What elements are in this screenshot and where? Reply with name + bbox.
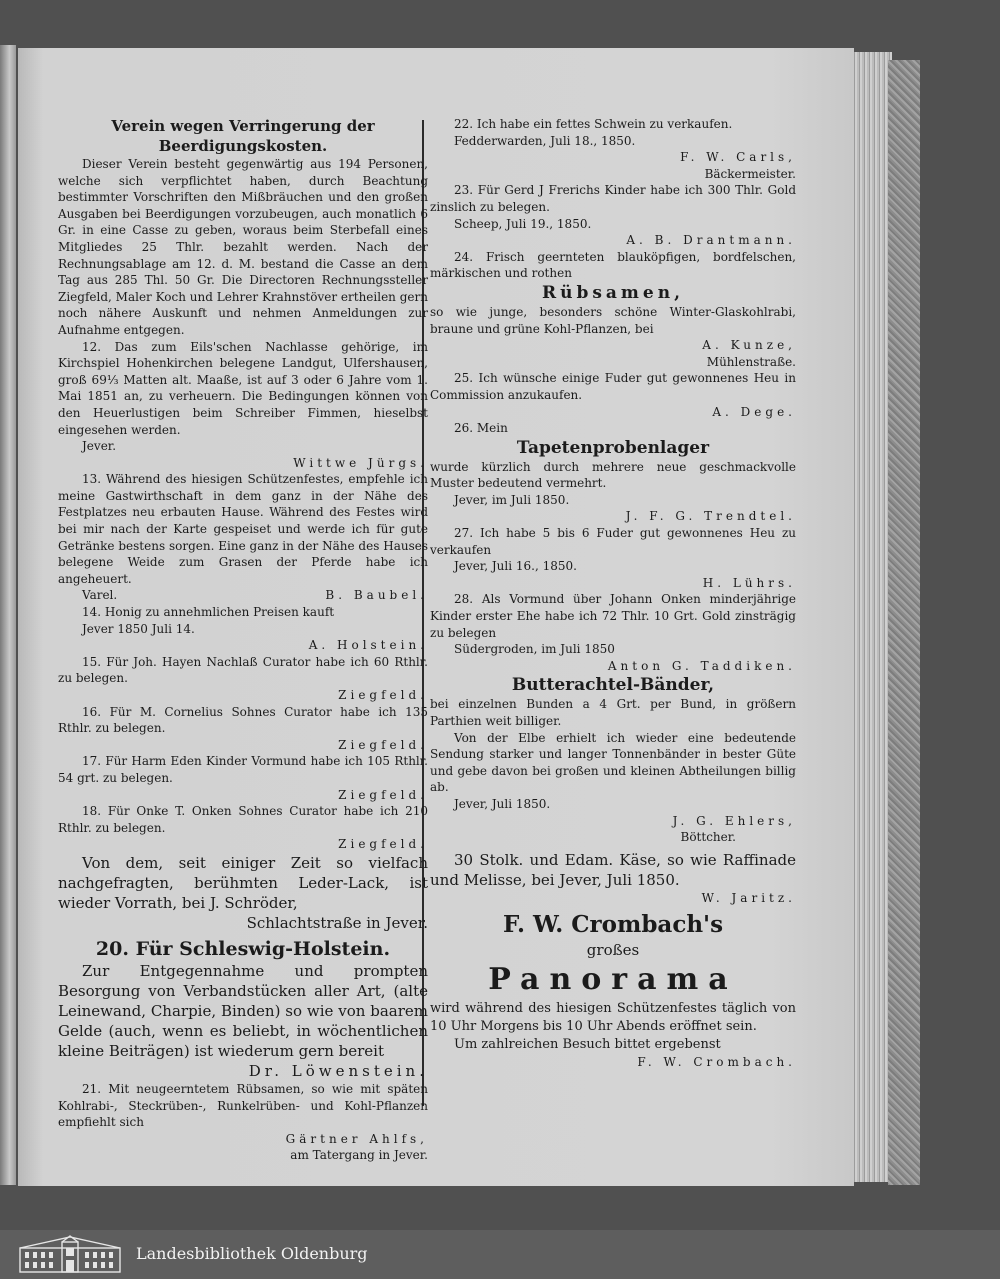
ad-31-signature: F. W. Crombach. [637,1055,796,1070]
ad-31-text-2: Um zahlreichen Besuch bittet ergebenst [454,1037,721,1053]
ad-18-text: 18. Für Onke T. Onken Sohnes Curator habe ich 210 Rthlr. zu belegen. [58,804,428,835]
ad-18-signature: Ziegfeld. [338,837,428,852]
ad-26-date: Jever, im Juli 1850. [454,492,570,507]
ad-16-signature: Ziegfeld. [338,737,428,752]
left-column [58,116,428,1164]
ad-13-text: 13. Während des hiesigen Schützenfestes, empfehle ich meine Gastwirthschaft in dem ganz in der Nähe des Festplatzes neu erbauten Hause. Während des Festes wird bei mir nach der Karte gespeiset und werde ich für gute Getränke bestens sorgen. Eine ganz in der Nähe des Hauses belegene Weide zum Grasen der Pferde habe ich angeheuert. [58,472,428,586]
ad-24-text: 24. Frisch geernteten blauköpfigen, bordfelschen, märkischen und rothen [430,249,796,281]
ad-25-signature: A. Dege. [712,404,796,419]
ad-28-date: Südergroden, im Juli 1850 [454,642,615,657]
ad-28-signature: Anton G. Taddiken. [607,658,796,673]
verein-heading: Verein wegen Verringerung der Beerdigungskosten. [111,117,375,155]
ad-23-text: 23. Für Gerd J Frerichs Kinder habe ich 300 Thlr. Gold zinslich zu belegen. [430,183,796,214]
ad-16-text: 16. Für M. Cornelius Sohnes Curator habe ich 135 Rthlr. zu belegen. [58,704,428,736]
ad-29-signature: J. G. Ehlers, [672,813,796,828]
library-building-logo-icon [18,1234,122,1274]
ad-27-text: 27. Ich habe 5 bis 6 Fuder gut gewonnenes Heu zu verkaufen [430,526,796,557]
ad-26-text: wurde kürzlich durch mehrere neue geschmackvolle Muster bedeutend vermehrt. [430,459,796,491]
ad-15-signature: Ziegfeld. [338,688,428,702]
ad-24-place: Mühlenstraße. [706,354,796,369]
ad-21-place: am Tatergang in Jever. [290,1148,428,1163]
ad-19-text: Von dem, seit einiger Zeit so vielfach nachgefragten, berühmten Leder-Lack, ist wieder Vorrath, bei J. Schröder, [58,853,428,912]
ad-24-heading: Rübsamen, [541,282,685,303]
ad-31-text: wird während des hiesigen Schützenfestes täglich von 10 Uhr Morgens bis 10 Uhr Abends eröffnet sein. [430,1001,796,1035]
ad-28-text: 28. Als Vormund über Johann Onken minderjährige Kinder erster Ehe habe ich 72 Thlr. 10 Grt. Gold zinsträgig zu belegen [430,592,796,640]
book-cover-edge [888,60,920,1185]
ad-13-signature: B. Baubel. [325,588,428,603]
ad-27-date: Jever, Juli 16., 1850. [454,559,577,574]
ad-12-signature: Wittwe Jürgs. [293,455,428,470]
ad-29-heading: Butterachtel-Bänder, [511,675,715,696]
newspaper-page [18,48,854,1186]
ad-26-signature: J. F. G. Trendtel. [625,509,796,524]
ad-14-date: Jever 1850 Juli 14. [82,621,195,636]
ad-17-signature: Ziegfeld. [338,787,428,802]
ad-27-signature: H. Lührs. [702,575,796,590]
page-stack-edge [852,52,892,1182]
ad-22-signature: F. W. Carls, [680,150,796,165]
ad-20-text: Zur Entgegennahme und prompten Besorgung von Verbandstücken aller Art, (alte Leinewand, Charpie, Binden) so wie von baarem Gelde (auch, wenn es beliebt, in wöchentlichen kleine Beiträgen) ist wiederum gern bereit [58,961,428,1060]
ad-26-lead: 26. Mein [454,421,508,436]
ad-17-text: 17. Für Harm Eden Kinder Vormund habe ich 105 Rthlr. 54 grt. zu belegen. [58,754,428,785]
ad-26-heading: Tapetenprobenlager [516,437,710,458]
ad-31-subtitle: großes [586,941,640,960]
ad-29-text-2: Von der Elbe erhielt ich wieder eine bedeutende Sendung starker und langer Tonnenbänder in bester Güte und gebe davon bei großen und kleinen Abtheilungen billig ab. [430,730,796,795]
ad-23-signature: A. B. Drantmann. [626,233,796,248]
ad-12-place: Jever. [82,439,117,454]
ad-22-text: 22. Ich habe ein fettes Schwein zu verkaufen. [454,117,733,131]
viewer-footer [0,1230,1000,1279]
ad-24-text-2: so wie junge, besonders schöne Winter-Glaskohlrabi, braune und grüne Kohl-Pflanzen, bei [430,304,796,336]
ad-21-signature: Gärtner Ahlfs, [285,1131,428,1146]
ad-15-text: 15. Für Joh. Hayen Nachlaß Curator habe ich 60 Rthlr. zu belegen. [58,654,428,686]
ad-24-signature: A. Kunze, [702,338,796,353]
ad-29-date: Jever, Juli 1850. [454,796,551,811]
ad-29-role: Böttcher. [680,830,736,845]
ad-30-signature: W. Jaritz. [701,890,796,905]
right-column [430,116,796,1071]
ad-23-date: Scheep, Juli 19., 1850. [454,216,592,231]
ad-31-title: F. W. Crombach's [502,911,724,939]
ad-21-text: 21. Mit neugeerntetem Rübsamen, so wie mit späten Kohlrabi-, Steckrüben-, Runkelrüben- und Kohl-Pflanzen empfiehlt sich [58,1081,428,1130]
ad-12-text: 12. Das zum Eils'schen Nachlasse gehörige, im Kirchspiel Hohenkirchen belegene Landgut, Ulfershausen, groß 69⅓ Matten alt. Maaße, ist auf 3 oder 6 Jahre vom 1. Mai 1851 an, zu verheuern. Die Bedingungen können von den Heuerlustigen beim Schreiber Fimmen, hieselbst eingesehen werden. [58,339,428,437]
ad-22-role: Bäckermeister. [704,166,796,181]
ad-22-date: Fedderwarden, Juli 18., 1850. [454,133,636,148]
ad-13-place: Varel. [82,588,118,603]
ad-25-text: 25. Ich wünsche einige Fuder gut gewonnenes Heu in Commission anzukaufen. [430,371,796,402]
library-name: Landesbibliothek Oldenburg [136,1244,368,1263]
ad-19-signature: Schlachtstraße in Jever. [246,913,428,932]
ad-20-signature: Dr. Löwenstein. [248,1061,428,1080]
ad-20-heading: 20. Für Schleswig-Holstein. [95,937,391,960]
ad-31-heading: Panorama [488,962,738,998]
left-page-edge [0,45,16,1185]
ad-14-signature: A. Holstein. [308,638,428,653]
ad-29-text: bei einzelnen Bunden a 4 Grt. per Bund, in größern Parthien weit billiger. [430,697,796,728]
ad-14-text: 14. Honig zu annehmlichen Preisen kauft [82,605,335,620]
verein-text: Dieser Verein besteht gegenwärtig aus 194 Personen, welche sich verpflichtet haben, durch Beachtung bestimmter Vorschriften den Mißbräuchen und den großen Ausgaben bei Beerdigungen vorzubeugen, auch monatlich 6 Gr. in eine Casse zu geben, woraus beim Sterbefall eines Mitgliedes 25 Thlr. bezahlt werden. Nach der Rechnungsablage am 12. d. M. bestand die Casse an dem Tag aus 285 Thl. 50 Gr. Die Directoren Rechnungssteller Ziegfeld, Maler Koch und Lehrer Krahnstöver ertheilen gern noch nähere Auskunft und nehmen Anmeldungen zur Aufnahme entgegen. [58,157,428,337]
ad-30-text: 30 Stolk. und Edam. Käse, so wie Raffinade und Melisse, bei Jever, Juli 1850. [430,850,796,889]
